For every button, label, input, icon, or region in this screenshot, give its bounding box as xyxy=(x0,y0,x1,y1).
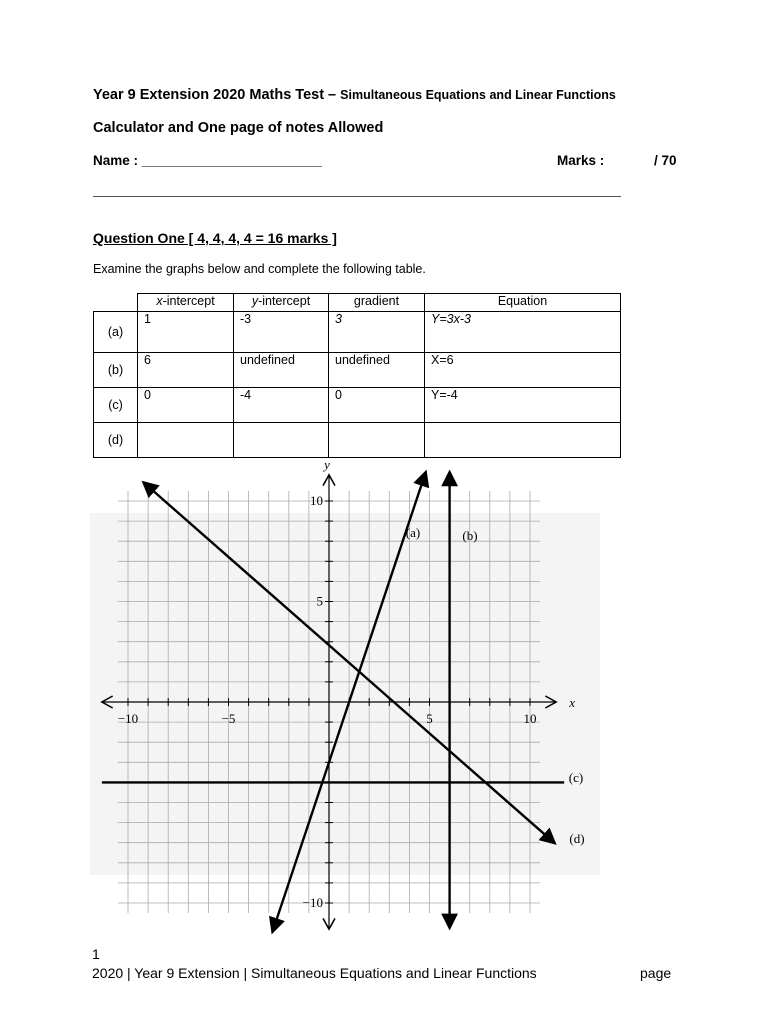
row-label: (b) xyxy=(94,353,138,388)
line-label-b: (b) xyxy=(462,528,478,543)
marks-label: Marks : xyxy=(557,153,605,168)
cell-x-intercept[interactable]: 0 xyxy=(138,388,234,423)
y-axis-label: y xyxy=(324,456,330,472)
cell-gradient[interactable]: 3 xyxy=(329,312,425,353)
marks-total: / 70 xyxy=(654,153,677,168)
footer-page-word: page xyxy=(640,965,672,981)
header-x-intercept: x-intercept xyxy=(138,294,234,312)
x-tick-label: 10 xyxy=(523,711,537,726)
table-row xyxy=(94,423,621,458)
table-corner-cell xyxy=(94,294,138,312)
cell-gradient[interactable]: undefined xyxy=(329,353,425,388)
name-field-label: Name : ________________________ xyxy=(93,153,322,168)
page-number: 1 xyxy=(92,946,100,962)
line-label-a: (a) xyxy=(405,525,421,540)
graph-labels xyxy=(118,457,585,910)
calculator-note: Calculator and One page of notes Allowed xyxy=(93,120,384,136)
table-header-row xyxy=(94,294,621,312)
row-label: (c) xyxy=(94,388,138,423)
divider-line xyxy=(93,196,621,197)
row-label: (d) xyxy=(94,423,138,458)
title-subtitle: Simultaneous Equations and Linear Functions xyxy=(340,88,616,102)
table-row xyxy=(94,353,621,388)
x-axis-label: x xyxy=(569,695,576,710)
cell-y-intercept[interactable]: -3 xyxy=(234,312,329,353)
x-tick-label: −10 xyxy=(117,711,139,726)
header-equation: Equation xyxy=(425,294,621,312)
table-row xyxy=(94,312,621,353)
cell-equation[interactable] xyxy=(425,423,621,458)
footer-text: 2020 | Year 9 Extension | Simultaneous Equations and Linear Functions xyxy=(92,965,537,981)
y-tick-label: −10 xyxy=(302,895,323,910)
line-label-d: (d) xyxy=(569,831,585,846)
table-row xyxy=(94,388,621,423)
graph-axes xyxy=(102,475,556,929)
cell-equation[interactable]: Y=-4 xyxy=(425,388,621,423)
coordinate-graph xyxy=(90,456,600,910)
cell-x-intercept[interactable]: 1 xyxy=(138,312,234,353)
x-tick-label: −5 xyxy=(221,711,236,726)
graph-svg xyxy=(90,456,600,910)
header-gradient: gradient xyxy=(329,294,425,312)
cell-y-intercept[interactable]: -4 xyxy=(234,388,329,423)
cell-y-intercept[interactable] xyxy=(234,423,329,458)
title-main: Year 9 Extension 2020 Maths Test – xyxy=(93,87,341,103)
cell-x-intercept[interactable] xyxy=(138,423,234,458)
answer-table xyxy=(93,293,621,458)
cell-gradient[interactable] xyxy=(329,423,425,458)
cell-gradient[interactable]: 0 xyxy=(329,388,425,423)
y-tick-label: 10 xyxy=(310,493,323,508)
y-tick-label: 5 xyxy=(316,593,323,609)
cell-x-intercept[interactable]: 6 xyxy=(138,353,234,388)
x-tick-label: 5 xyxy=(426,711,433,726)
question-instruction: Examine the graphs below and complete the following table. xyxy=(93,262,426,276)
row-label: (a) xyxy=(94,312,138,353)
cell-equation[interactable]: Y=3x-3 xyxy=(425,312,621,353)
header-y-intercept: y-intercept xyxy=(234,294,329,312)
cell-equation[interactable]: X=6 xyxy=(425,353,621,388)
line-label-c: (c) xyxy=(568,770,584,785)
test-title xyxy=(93,87,616,103)
cell-y-intercept[interactable]: undefined xyxy=(234,353,329,388)
question-heading: Question One [ 4, 4, 4, 4 = 16 marks ] xyxy=(93,230,337,246)
